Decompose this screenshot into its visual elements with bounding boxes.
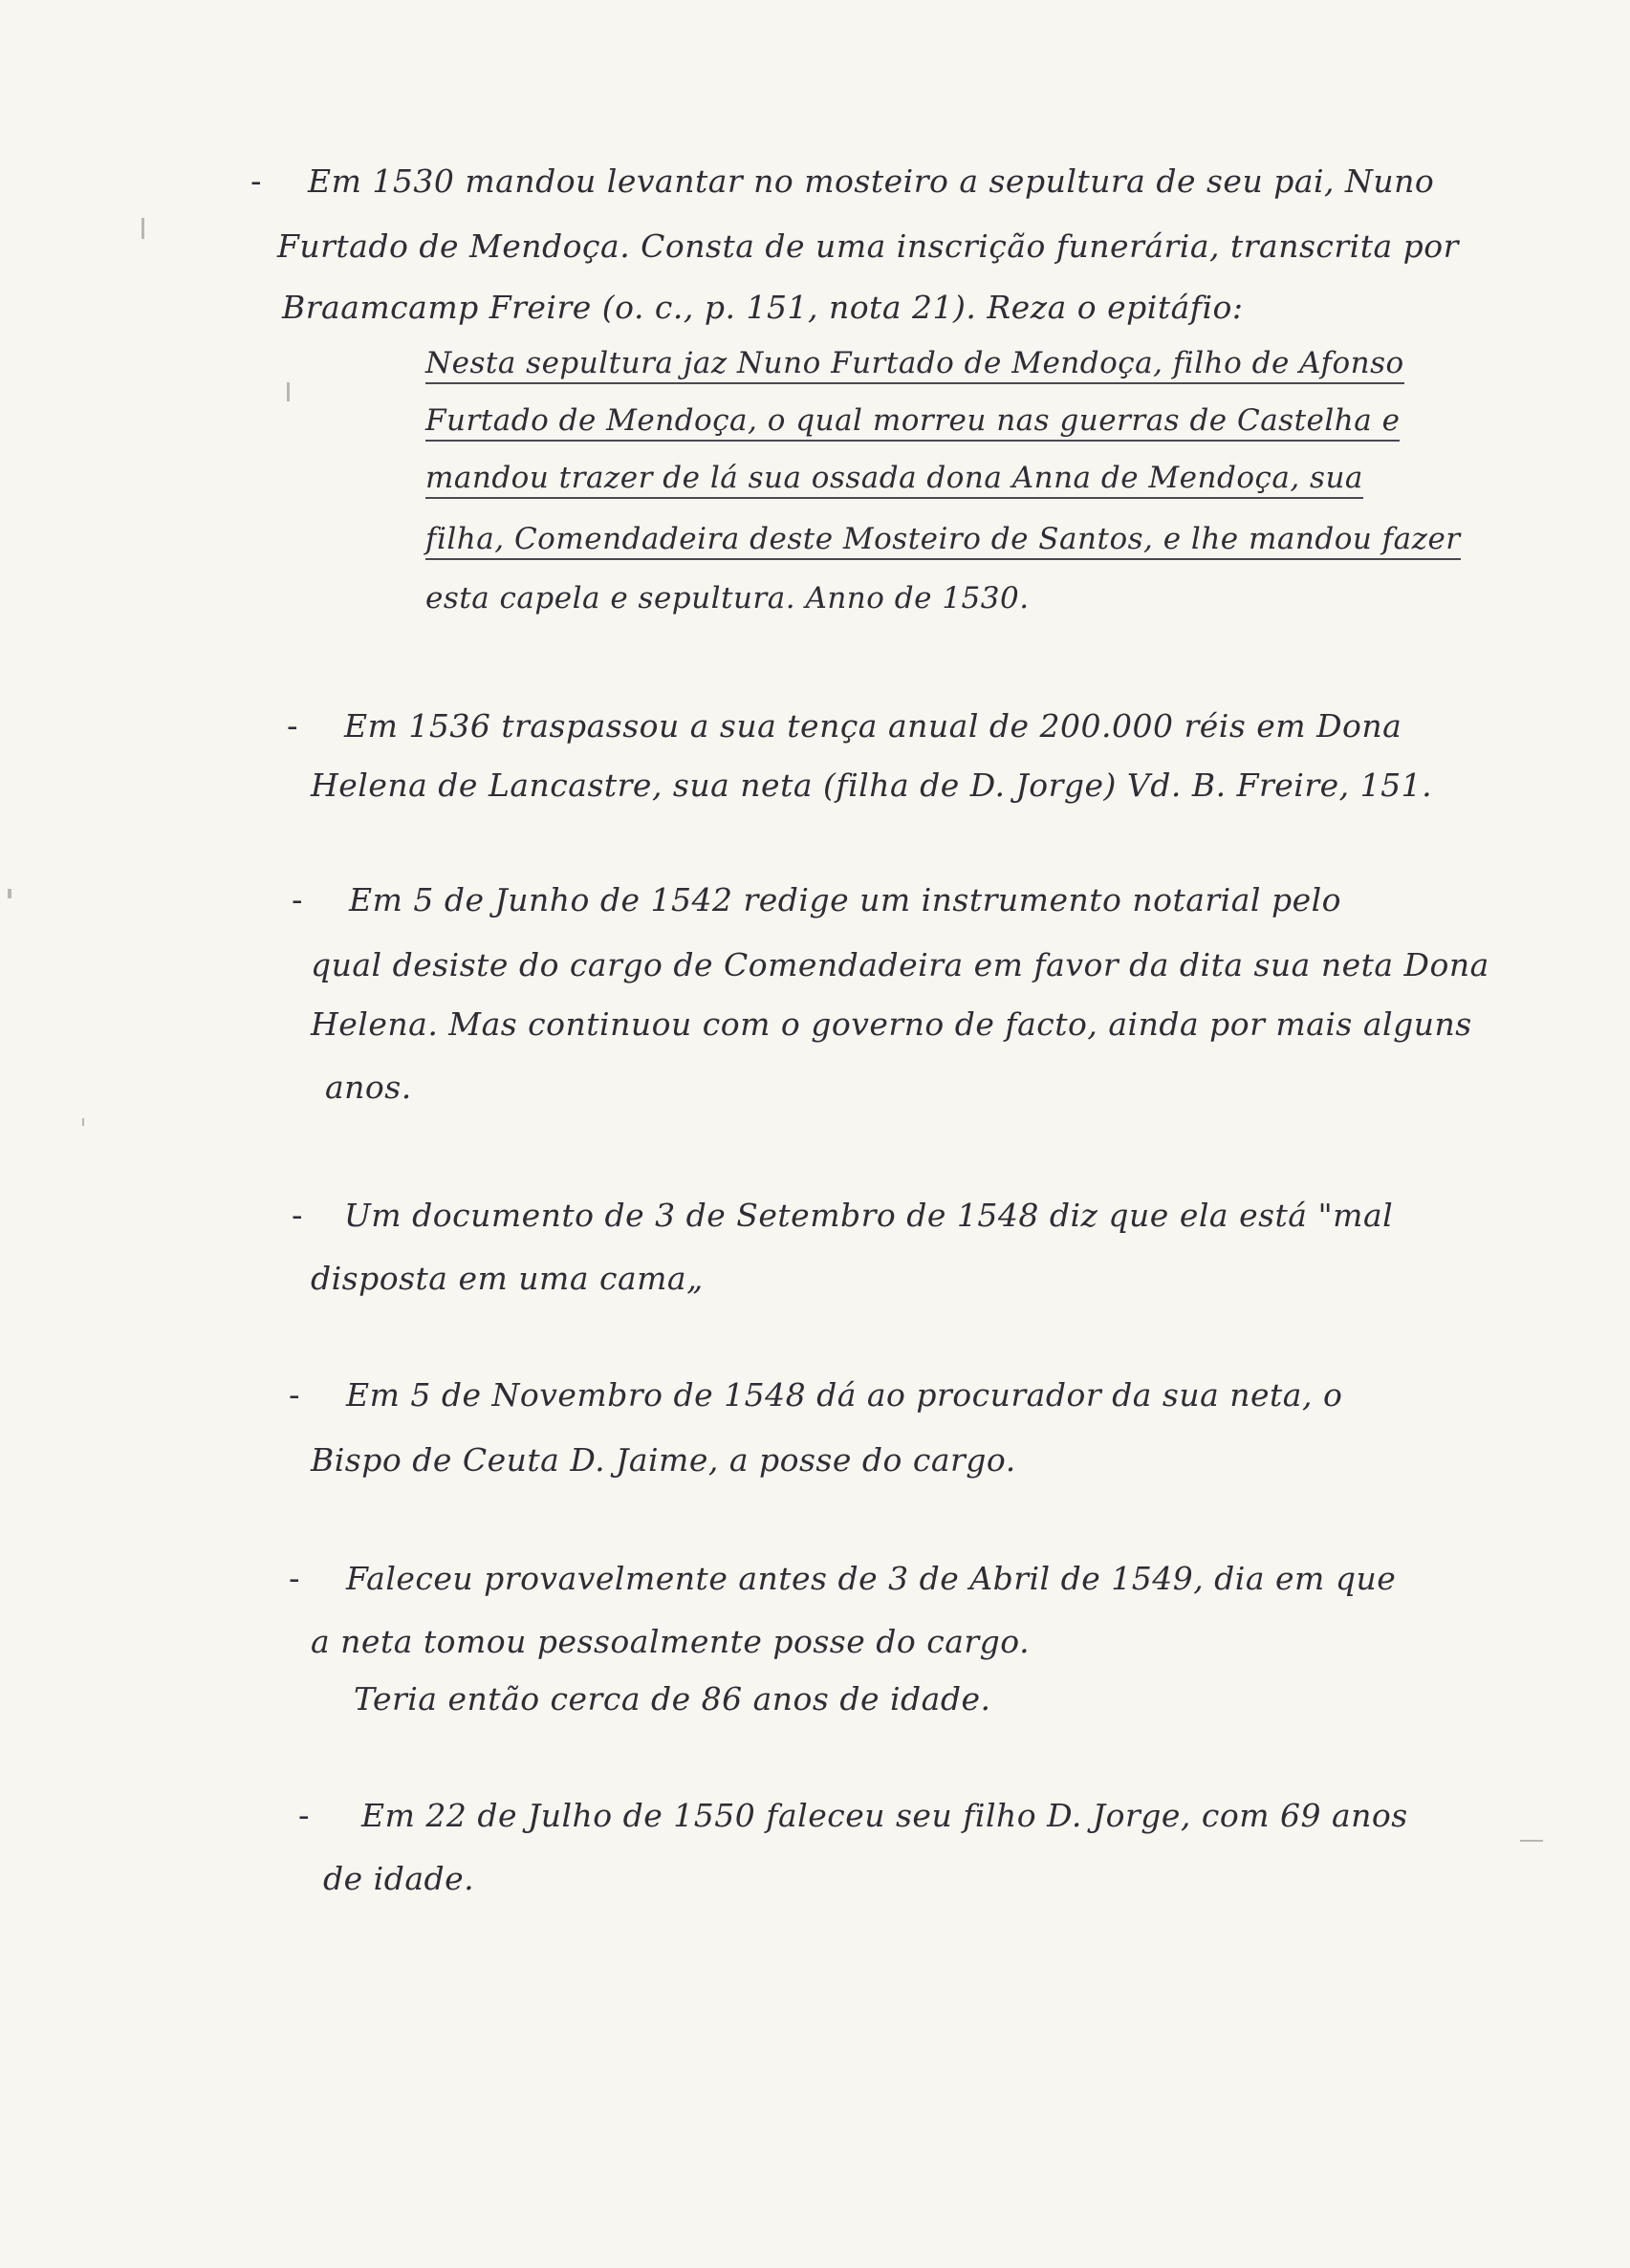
bullet-dash: - xyxy=(287,707,298,745)
bullet-dash: - xyxy=(298,1797,310,1835)
entry-1-line-3: Braamcamp Freire (o. c., p. 151, nota 21). Reza o epitáfio: xyxy=(282,289,1244,326)
bullet-dash: - xyxy=(289,1376,300,1415)
paper-mark xyxy=(82,1118,84,1126)
entry-1-line-2: Furtado de Mendoça. Consta de uma inscrição funerária, transcrita por xyxy=(277,227,1459,265)
bullet-dash: - xyxy=(292,881,303,919)
entry-3-line-1: Em 5 de Junho de 1542 redige um instrumento notarial pelo xyxy=(349,881,1342,918)
epitaph-line-3: mandou trazer de lá sua ossada dona Anna de Mendoça, sua xyxy=(425,461,1363,499)
entry-5-line-1: Em 5 de Novembro de 1548 dá ao procurador da sua neta, o xyxy=(346,1376,1343,1414)
entry-3-line-2: qual desiste do cargo de Comendadeira em favor da dita sua neta Dona xyxy=(311,946,1489,983)
paper-mark xyxy=(287,382,290,401)
entry-1-line-1: Em 1530 mandou levantar no mosteiro a sepultura de seu pai, Nuno xyxy=(308,162,1435,200)
epitaph-line-5: esta capela e sepultura. Anno de 1530. xyxy=(425,581,1030,616)
entry-7-line-1: Em 22 de Julho de 1550 faleceu seu filho D. Jorge, com 69 anos xyxy=(361,1797,1408,1834)
paper-mark xyxy=(1520,1840,1543,1842)
entry-6-line-3: Teria então cerca de 86 anos de idade. xyxy=(354,1680,991,1717)
epitaph-line-1: Nesta sepultura jaz Nuno Furtado de Mendoça, filho de Afonso xyxy=(425,346,1404,384)
entry-6-line-1: Faleceu provavelmente antes de 3 de Abril de 1549, dia em que xyxy=(346,1560,1397,1597)
entry-3-line-3: Helena. Mas continuou com o governo de facto, ainda por mais alguns xyxy=(311,1005,1472,1043)
entry-5-line-2: Bispo de Ceuta D. Jaime, a posse do cargo. xyxy=(311,1441,1016,1479)
entry-2-line-1: Em 1536 traspassou a sua tença anual de 200.000 réis em Dona xyxy=(344,707,1402,745)
entry-3-line-4: anos. xyxy=(325,1069,412,1106)
entry-7-line-2: de idade. xyxy=(323,1860,475,1897)
bullet-dash: - xyxy=(292,1197,303,1235)
entry-4-line-1: Um documento de 3 de Setembro de 1548 diz que ela está "mal xyxy=(344,1197,1394,1234)
epitaph-line-2: Furtado de Mendoça, o qual morreu nas guerras de Castelha e xyxy=(425,403,1400,442)
entry-4-line-2: disposta em uma cama„ xyxy=(311,1260,704,1297)
paper-mark xyxy=(141,218,144,239)
entry-6-line-2: a neta tomou pessoalmente posse do cargo. xyxy=(311,1623,1031,1660)
epitaph-line-4: filha, Comendadeira deste Mosteiro de Santos, e lhe mandou fazer xyxy=(425,522,1461,560)
entry-2-line-2: Helena de Lancastre, sua neta (filha de D. Jorge) Vd. B. Freire, 151. xyxy=(311,767,1433,804)
bullet-dash: - xyxy=(250,162,262,201)
bullet-dash: - xyxy=(289,1560,300,1598)
paper-mark xyxy=(8,889,11,898)
